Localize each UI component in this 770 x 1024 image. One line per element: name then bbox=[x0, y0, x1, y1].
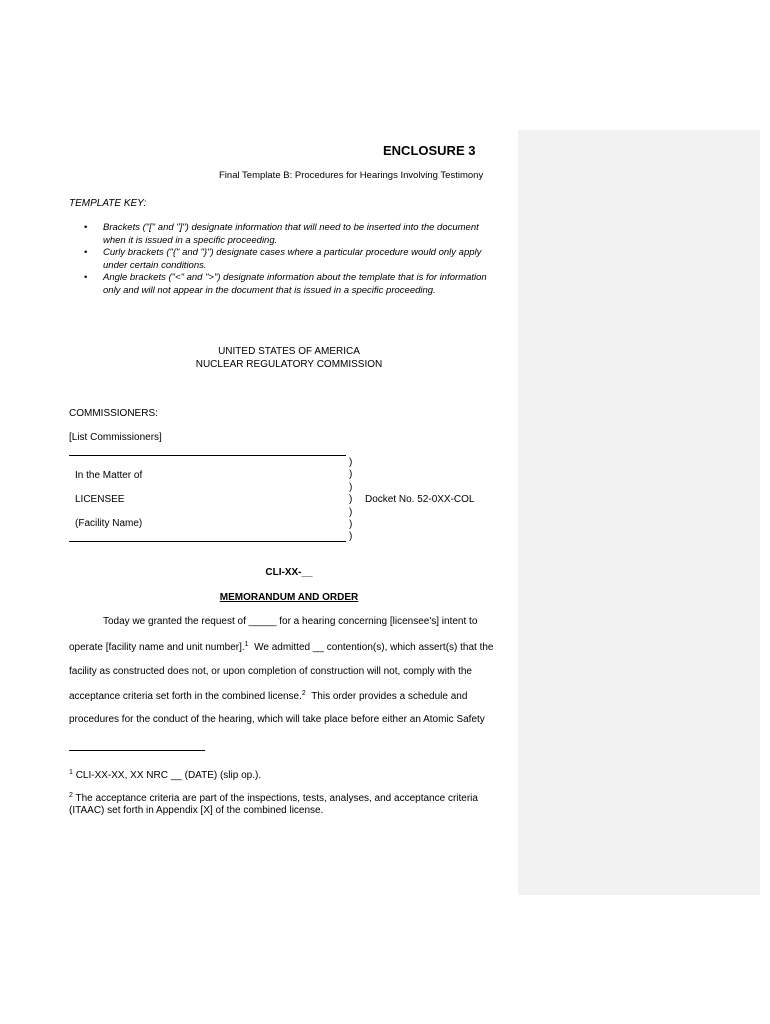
footnote-number: 2 bbox=[69, 792, 73, 799]
caption-paren: ) bbox=[349, 494, 353, 506]
footnote-ref: 1 bbox=[244, 641, 249, 648]
memo-title: MEMORANDUM AND ORDER bbox=[219, 592, 359, 603]
caption-paren: ) bbox=[349, 506, 353, 518]
body-line bbox=[69, 641, 494, 653]
cli-number: CLI-XX-__ bbox=[265, 567, 313, 578]
commissioners-label: COMMISSIONERS: bbox=[69, 408, 158, 419]
footnote-text: CLI-XX-XX, XX NRC __ (DATE) (slip op.). bbox=[75, 770, 262, 781]
caption-paren: ) bbox=[349, 481, 353, 493]
comment-pane bbox=[518, 130, 760, 895]
document-subtitle: Final Template B: Procedures for Hearings Involving Testimony bbox=[219, 170, 484, 181]
caption-licensee: LICENSEE bbox=[75, 494, 125, 505]
caption-bottom-rule bbox=[69, 541, 346, 542]
caption-paren: ) bbox=[349, 457, 353, 468]
body-line bbox=[69, 690, 467, 702]
template-key-item: • Brackets ("[" and "]") designate information that will need to be inserted into the document when it is issued in a specific proceeding. bbox=[69, 222, 499, 247]
footnote-ref: 2 bbox=[301, 690, 306, 697]
caption-paren: ) bbox=[349, 531, 353, 543]
body-line: facility as constructed does not, or upon completion of construction will not, comply with the bbox=[69, 666, 472, 677]
caption-paren: ) bbox=[349, 469, 353, 481]
footnote-separator bbox=[69, 750, 205, 751]
enclosure-title: ENCLOSURE 3 bbox=[383, 143, 476, 158]
template-key-list bbox=[69, 222, 499, 297]
body-text: acceptance criteria set forth in the combined license. bbox=[69, 691, 302, 702]
caption-paren: ) bbox=[349, 519, 353, 531]
caption-parens bbox=[349, 457, 359, 544]
footnote-text: The acceptance criteria are part of the inspections, tests, analyses, and acceptance criteria (ITAAC) set forth in Appendix [X] of the combined license. bbox=[69, 793, 478, 816]
body-line: Today we granted the request of _____ for a hearing concerning [licensee's] intent to bbox=[103, 616, 478, 627]
template-key-item: • Curly brackets ("{" and "}") designate cases where a particular procedure would only apply under certain conditions. bbox=[69, 247, 499, 272]
body-text: This order provides a schedule and bbox=[311, 691, 468, 702]
template-key-item: • Angle brackets ("<" and ">") designate information about the template that is for information only and will not appear in the document that is issued in a specific proceeding. bbox=[69, 272, 499, 297]
footnote-1 bbox=[69, 767, 499, 782]
commissioners-list: [List Commissioners] bbox=[69, 432, 162, 443]
footnote-2 bbox=[69, 790, 499, 817]
caption-facility: (Facility Name) bbox=[75, 518, 143, 529]
template-key-label: TEMPLATE KEY: bbox=[69, 198, 147, 209]
docket-number: Docket No. 52-0XX-COL bbox=[365, 494, 475, 505]
footnote-number: 1 bbox=[69, 769, 73, 776]
agency-line-2: NUCLEAR REGULATORY COMMISSION bbox=[195, 359, 383, 370]
body-line: procedures for the conduct of the hearing, which will take place before either an Atomic Safety bbox=[69, 714, 485, 725]
agency-line-1: UNITED STATES OF AMERICA bbox=[218, 346, 360, 357]
body-text: We admitted __ contention(s), which assert(s) that the bbox=[254, 642, 494, 653]
caption-top-rule bbox=[69, 455, 346, 456]
caption-matter: In the Matter of bbox=[75, 470, 143, 481]
body-text: operate [facility name and unit number]. bbox=[69, 642, 245, 653]
